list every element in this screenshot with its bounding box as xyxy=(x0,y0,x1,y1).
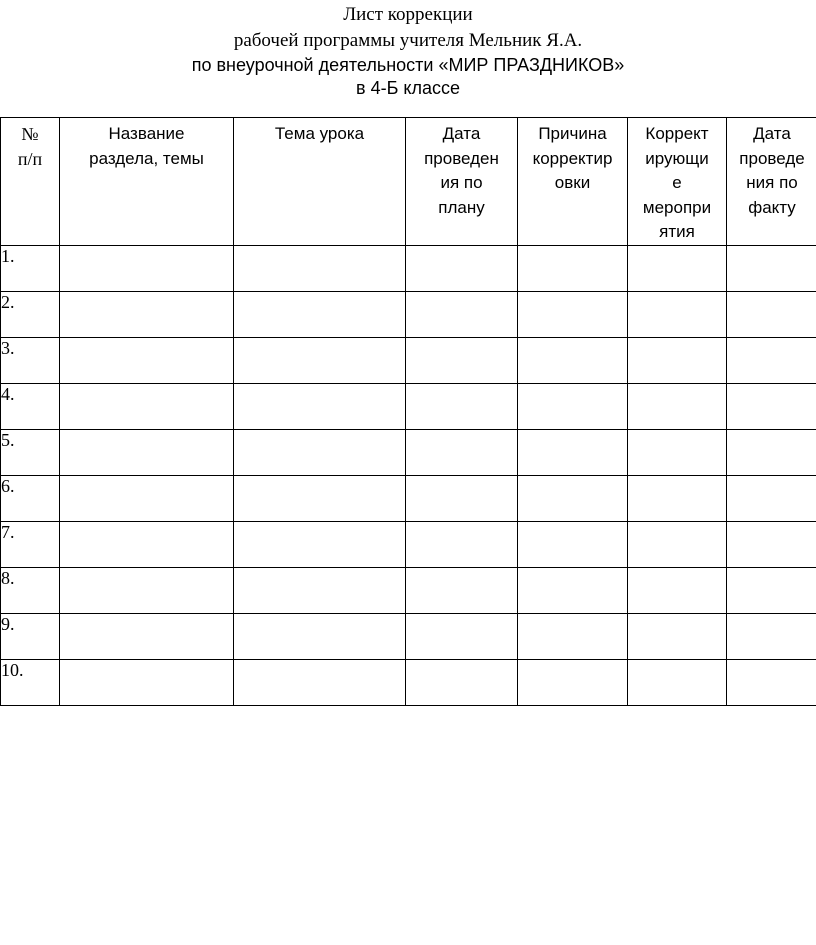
cell-lesson-topic[interactable] xyxy=(234,659,406,705)
table-row xyxy=(1,567,816,613)
cell-correction-reason[interactable] xyxy=(518,567,628,613)
cell-planned-date[interactable] xyxy=(406,475,518,521)
cell-planned-date[interactable] xyxy=(406,337,518,383)
cell-lesson-topic[interactable] xyxy=(234,245,406,291)
cell-section[interactable] xyxy=(60,245,234,291)
cell-lesson-topic[interactable] xyxy=(234,613,406,659)
cell-lesson-topic[interactable] xyxy=(234,475,406,521)
cell-correction-reason[interactable] xyxy=(518,383,628,429)
cell-section[interactable] xyxy=(60,659,234,705)
cell-planned-date[interactable] xyxy=(406,567,518,613)
cell-correction-reason[interactable] xyxy=(518,521,628,567)
cell-planned-date[interactable] xyxy=(406,659,518,705)
cell-planned-date[interactable] xyxy=(406,245,518,291)
row-number: 2. xyxy=(1,291,60,337)
column-header-section: Название раздела, темы xyxy=(60,118,234,246)
cell-actual-date[interactable] xyxy=(727,613,816,659)
cell-actual-date[interactable] xyxy=(727,291,816,337)
cell-lesson-topic[interactable] xyxy=(234,521,406,567)
cell-actual-date[interactable] xyxy=(727,567,816,613)
document-subtitle-course: по внеурочной деятельности «МИР ПРАЗДНИКОВ» xyxy=(191,55,625,75)
table-row xyxy=(1,613,816,659)
cell-section[interactable] xyxy=(60,567,234,613)
table-row xyxy=(1,337,816,383)
table-row xyxy=(1,429,816,475)
cell-actual-date[interactable] xyxy=(727,659,816,705)
cell-actual-date[interactable] xyxy=(727,383,816,429)
row-number: 5. xyxy=(1,429,60,475)
cell-section[interactable] xyxy=(60,521,234,567)
cell-corrective-actions[interactable] xyxy=(628,245,727,291)
cell-actual-date[interactable] xyxy=(727,337,816,383)
cell-correction-reason[interactable] xyxy=(518,613,628,659)
cell-lesson-topic[interactable] xyxy=(234,337,406,383)
column-header-correction-reason: Причина корректир овки xyxy=(518,118,628,246)
cell-section[interactable] xyxy=(60,291,234,337)
table-row xyxy=(1,383,816,429)
column-header-planned-date: Дата проведен ия по плану xyxy=(406,118,518,246)
table-row xyxy=(1,659,816,705)
document-subtitle-class: в 4-Б классе xyxy=(356,78,460,98)
cell-corrective-actions[interactable] xyxy=(628,659,727,705)
cell-corrective-actions[interactable] xyxy=(628,613,727,659)
document-subtitle-teacher: рабочей программы учителя Мельник Я.А. xyxy=(233,30,583,51)
row-number: 7. xyxy=(1,521,60,567)
column-header-actual-date: Дата проведе ния по факту xyxy=(727,118,816,246)
row-number: 3. xyxy=(1,337,60,383)
cell-corrective-actions[interactable] xyxy=(628,291,727,337)
cell-planned-date[interactable] xyxy=(406,613,518,659)
row-number: 4. xyxy=(1,383,60,429)
table-row xyxy=(1,475,816,521)
row-number: 1. xyxy=(1,245,60,291)
column-header-corrective-actions: Коррект ирующи е меропри ятия xyxy=(628,118,727,246)
cell-lesson-topic[interactable] xyxy=(234,429,406,475)
cell-correction-reason[interactable] xyxy=(518,429,628,475)
cell-correction-reason[interactable] xyxy=(518,291,628,337)
cell-actual-date[interactable] xyxy=(727,521,816,567)
correction-table xyxy=(0,117,816,706)
cell-actual-date[interactable] xyxy=(727,475,816,521)
cell-corrective-actions[interactable] xyxy=(628,475,727,521)
cell-correction-reason[interactable] xyxy=(518,337,628,383)
row-number: 6. xyxy=(1,475,60,521)
cell-section[interactable] xyxy=(60,613,234,659)
table-header-row xyxy=(1,118,816,246)
table-row xyxy=(1,291,816,337)
cell-planned-date[interactable] xyxy=(406,521,518,567)
cell-planned-date[interactable] xyxy=(406,291,518,337)
cell-section[interactable] xyxy=(60,475,234,521)
column-header-lesson-topic: Тема урока xyxy=(234,118,406,246)
cell-corrective-actions[interactable] xyxy=(628,383,727,429)
cell-corrective-actions[interactable] xyxy=(628,337,727,383)
cell-lesson-topic[interactable] xyxy=(234,383,406,429)
document-title: Лист коррекции xyxy=(343,4,473,25)
cell-corrective-actions[interactable] xyxy=(628,429,727,475)
table-row xyxy=(1,521,816,567)
cell-actual-date[interactable] xyxy=(727,245,816,291)
column-header-number: № п/п xyxy=(1,118,60,246)
cell-actual-date[interactable] xyxy=(727,429,816,475)
cell-correction-reason[interactable] xyxy=(518,659,628,705)
table-body xyxy=(1,245,816,705)
cell-section[interactable] xyxy=(60,429,234,475)
row-number: 10. xyxy=(1,659,60,705)
cell-corrective-actions[interactable] xyxy=(628,521,727,567)
cell-correction-reason[interactable] xyxy=(518,245,628,291)
cell-section[interactable] xyxy=(60,383,234,429)
row-number: 8. xyxy=(1,567,60,613)
table-row xyxy=(1,245,816,291)
cell-correction-reason[interactable] xyxy=(518,475,628,521)
cell-lesson-topic[interactable] xyxy=(234,291,406,337)
row-number: 9. xyxy=(1,613,60,659)
cell-planned-date[interactable] xyxy=(406,429,518,475)
cell-corrective-actions[interactable] xyxy=(628,567,727,613)
cell-section[interactable] xyxy=(60,337,234,383)
cell-planned-date[interactable] xyxy=(406,383,518,429)
cell-lesson-topic[interactable] xyxy=(234,567,406,613)
